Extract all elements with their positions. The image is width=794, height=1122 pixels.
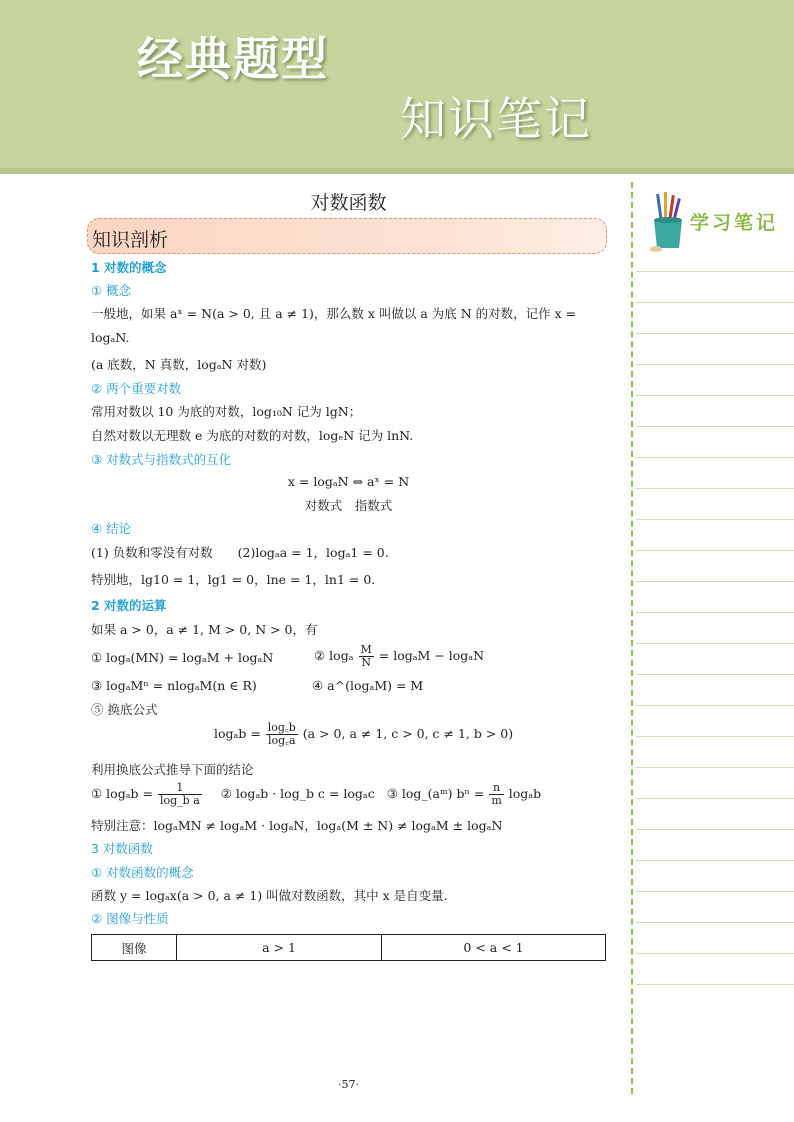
banner-title-line2: 知识笔记 <box>400 92 592 146</box>
heading-log-operations: 2 对数的运算 <box>91 598 167 613</box>
note-line <box>636 612 794 613</box>
note-line <box>636 488 794 489</box>
subheading-graph-properties: ② 图像与性质 <box>91 911 169 926</box>
rule-identity: ④ a^(logₐM) = M <box>312 678 424 693</box>
note-line <box>636 829 794 830</box>
note-line <box>636 767 794 768</box>
formula-conversion-labels: 对数式 指数式 <box>304 498 393 513</box>
fraction-n-over-m: $\frac{n}{m}$ <box>491 781 502 807</box>
paragraph-common-log: 常用对数以 10 为底的对数，log₁₀N 记为 lgN； <box>91 404 362 419</box>
rule-quotient: ② logₐ $\frac{M}{N}$ = logₐM − logₐN <box>314 643 485 669</box>
header-banner <box>0 0 794 174</box>
rule-product: ① logₐ(MN) = logₐM + logₐN <box>91 650 274 665</box>
formula-change-base: logₐb = $\frac{\log꜀b}{\log꜀a}$ (a > 0, a ≠ 1, c > 0, c ≠ 1, b > 0) <box>214 721 514 747</box>
pencil-cup-icon <box>648 192 688 252</box>
paragraph-conditions: 如果 a > 0，a ≠ 1, M > 0, N > 0，有 <box>91 622 318 637</box>
note-line <box>636 457 794 458</box>
page-title: 对数函数 <box>310 192 387 214</box>
formula-conversion: x = logₐN ⇔ aˣ = N <box>287 474 410 489</box>
fraction-m-over-n: $\frac{M}{N}$ <box>360 643 372 669</box>
note-line <box>636 643 794 644</box>
fraction-reciprocal: $\frac{1}{\text{log\_b a}}$ <box>159 781 200 807</box>
note-line <box>636 705 794 706</box>
note-line <box>636 953 794 954</box>
paragraph-definition: 一般地，如果 aˣ = N(a > 0, 且 a ≠ 1)，那么数 x 叫做以 a 为底 N 的对数，记作 x = <box>91 306 577 321</box>
note-line <box>636 798 794 799</box>
subheading-conclusion: ④ 结论 <box>91 521 132 536</box>
paragraph-conclusion: (1) 负数和零没有对数 (2)logₐa = 1，logₐ1 = 0. <box>91 545 389 560</box>
note-line <box>636 364 794 365</box>
note-line <box>636 519 794 520</box>
section-title: 知识剖析 <box>92 229 169 251</box>
section-banner <box>87 218 607 254</box>
note-line <box>636 581 794 582</box>
subheading-conversion: ③ 对数式与指数式的互化 <box>91 452 232 467</box>
subheading-concept: ① 概念 <box>91 283 132 298</box>
page-number: ·57· <box>338 1078 359 1091</box>
fraction-change-base: $\frac{\log꜀b}{\log꜀a}$ <box>267 721 296 747</box>
paragraph-special: 特别地，lg10 = 1，lg1 = 0，lne = 1，ln1 = 0. <box>91 572 376 587</box>
note-line <box>636 426 794 427</box>
paragraph-terms: (a 底数，N 真数，logₐN 对数) <box>91 357 267 372</box>
graph-properties-table <box>91 934 606 961</box>
note-line <box>636 333 794 334</box>
heading-log-concept: 1 对数的概念 <box>91 260 167 275</box>
paragraph-natural-log: 自然对数以无理数 e 为底的对数的对数，logₑN 记为 lnN. <box>91 428 414 443</box>
note-line <box>636 860 794 861</box>
notes-divider <box>631 182 633 1094</box>
notes-label: 学习笔记 <box>690 212 779 234</box>
paragraph-caution: 特别注意：logₐMN ≠ logₐM · logₐN，logₐ(M ± N) ≠ logₐM ± logₐN <box>91 818 503 833</box>
note-line <box>636 302 794 303</box>
heading-log-function: 3 对数函数 <box>91 841 153 856</box>
paragraph-derive: 利用换底公式推导下面的结论 <box>91 762 254 777</box>
note-line <box>636 891 794 892</box>
table-header-graph: 图像 <box>92 935 177 960</box>
note-line <box>636 736 794 737</box>
note-line <box>636 674 794 675</box>
subheading-important-logs: ② 两个重要对数 <box>91 381 182 396</box>
note-line <box>636 550 794 551</box>
note-line <box>636 922 794 923</box>
table-header-a-lt-1: 0 < a < 1 <box>463 940 524 955</box>
note-line <box>636 984 794 985</box>
subheading-change-base: ⑤ 换底公式 <box>91 702 158 717</box>
banner-title-line1: 经典题型 <box>137 32 329 86</box>
paragraph-function-def: 函数 y = logₐx(a > 0, a ≠ 1) 叫做对数函数，其中 x 是自变量. <box>91 888 448 903</box>
derived-rules: ① logₐb = $\frac{1}{\text{log\_b a}}$ ② logₐb · log_b c = logₐc ③ log_(aᵐ) bⁿ = $\frac{n}{m}$ logₐb <box>91 781 542 807</box>
rule-power: ③ logₐMⁿ = nlogₐM(n ∈ R) <box>91 678 257 693</box>
note-line <box>636 395 794 396</box>
table-header-a-gt-1: a > 1 <box>177 935 382 960</box>
paragraph-definition-cont: logₐN. <box>91 330 130 345</box>
note-line <box>636 271 794 272</box>
subheading-function-concept: ① 对数函数的概念 <box>91 865 194 880</box>
